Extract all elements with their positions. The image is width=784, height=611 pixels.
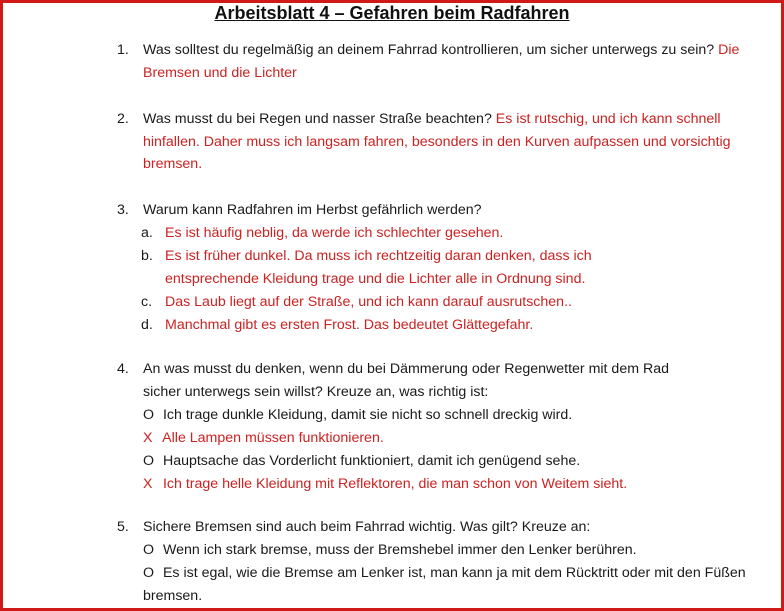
question-prompt: Was musst du bei Regen und nasser Straße beachten? bbox=[143, 111, 492, 127]
checkbox-mark: O bbox=[143, 407, 155, 423]
checkbox-mark: X bbox=[143, 476, 153, 492]
question-number: 1. bbox=[117, 42, 129, 58]
list-letter: c. bbox=[141, 294, 153, 310]
option-text: Alle Lampen müssen funktionieren. bbox=[162, 430, 384, 446]
option-text: Ich trage helle Kleidung mit Reflektoren, die man schon von Weitem sieht. bbox=[162, 476, 628, 492]
worksheet-title: Arbeitsblatt 4 – Gefahren beim Radfahren bbox=[214, 3, 570, 23]
question-text bbox=[143, 39, 758, 84]
option-row bbox=[143, 450, 758, 473]
answer-text: Die Bremsen und die Lichter bbox=[143, 42, 740, 81]
question-number: 5. bbox=[117, 519, 129, 535]
question-prompt: Sichere Bremsen sind auch beim Fahrrad wichtig. Was gilt? Kreuze an: bbox=[143, 519, 591, 535]
checkbox-mark: O bbox=[143, 565, 155, 581]
option-row bbox=[143, 427, 758, 450]
question-prompt: Warum kann Radfahren im Herbst gefährlich werden? bbox=[143, 202, 482, 218]
option-text: Ich trage dunkle Kleidung, damit sie nicht so schnell dreckig wird. bbox=[162, 407, 573, 423]
question-number: 4. bbox=[117, 361, 129, 377]
answer-text: Es ist häufig neblig, da werde ich schlechter gesehen. bbox=[165, 225, 504, 241]
option-text: Hauptsache das Vorderlicht funktioniert, damit ich genügend sehe. bbox=[162, 453, 581, 469]
option-text: Wenn ich stark bremse, muss der Bremshebel immer den Lenker berühren. bbox=[162, 542, 637, 558]
question-number: 2. bbox=[117, 111, 129, 127]
checkbox-mark: O bbox=[143, 542, 155, 558]
option-row bbox=[143, 404, 758, 427]
question-number: 3. bbox=[117, 202, 129, 218]
option-row bbox=[143, 562, 758, 607]
list-letter: d. bbox=[141, 317, 153, 333]
answer-text: Es ist früher dunkel. Da muss ich rechtzeitig daran denken, dass ich entsprechende Kleidung trage und die Lichter alle in Ordnung sind. bbox=[165, 248, 592, 287]
answer-text: Das Laub liegt auf der Straße, und ich kann darauf ausrutschen.. bbox=[165, 294, 572, 310]
question-text bbox=[143, 108, 758, 176]
list-letter: b. bbox=[141, 248, 153, 264]
option-row bbox=[143, 539, 758, 562]
option-row bbox=[143, 473, 758, 496]
question-prompt: An was musst du denken, wenn du bei Dämmerung oder Regenwetter mit dem Rad sicher unterwegs sein willst? Kreuze an, was richtig ist: bbox=[143, 361, 669, 400]
checkbox-mark: O bbox=[143, 453, 155, 469]
option-text: Es ist egal, wie die Bremse am Lenker ist, man kann ja mit dem Rücktritt oder mit den Füßen bremsen. bbox=[143, 565, 746, 604]
answer-text: Manchmal gibt es ersten Frost. Das bedeutet Glättegefahr. bbox=[165, 317, 534, 333]
list-letter: a. bbox=[141, 225, 153, 241]
checkbox-mark: X bbox=[143, 430, 153, 446]
answer-text: Es ist rutschig, und ich kann schnell hinfallen. Daher muss ich langsam fahren, besonders in den Kurven aufpassen und vorsichtig bremsen. bbox=[143, 111, 731, 173]
question-prompt: Was solltest du regelmäßig an deinem Fahrrad kontrollieren, um sicher unterwegs zu sein? bbox=[143, 42, 715, 58]
